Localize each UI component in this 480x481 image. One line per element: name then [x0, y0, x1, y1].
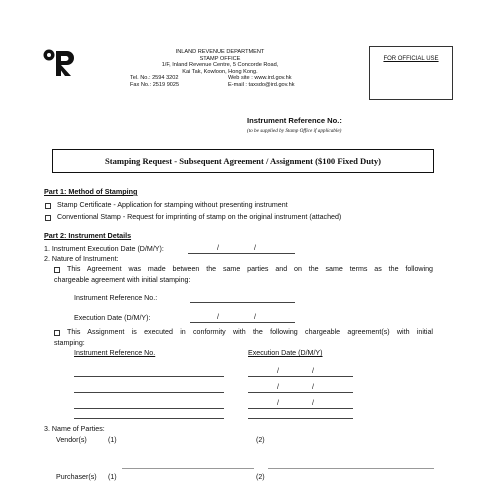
- date-separator: /: [217, 245, 219, 252]
- agreement-date-row-2[interactable]: [248, 392, 353, 393]
- agreement-ref-row-4[interactable]: [74, 418, 224, 419]
- department-name: INLAND REVENUE DEPARTMENT: [175, 49, 265, 55]
- agreement-date-row-1[interactable]: [248, 376, 353, 377]
- execution-date-label: 1. Instrument Execution Date (D/M/Y):: [44, 245, 164, 253]
- fax-number: Fax No.: 2519 9025: [130, 81, 180, 88]
- date-separator: /: [277, 384, 279, 391]
- date-separator: /: [277, 400, 279, 407]
- ref-column-header: Instrument Reference No.: [74, 349, 156, 357]
- part2-heading: Part 2: Instrument Details: [44, 231, 132, 240]
- same-terms-agreement-text: [67, 265, 433, 275]
- address-line-2: Kai Tak, Kowloon, Hong Kong.: [182, 68, 258, 75]
- agreement-ref-row-1[interactable]: [74, 376, 224, 377]
- form-title: Stamping Request - Subsequent Agreement / Assignment ($100 Fixed Duty): [104, 156, 382, 166]
- vendor-1-field[interactable]: [122, 468, 254, 469]
- vendor-2-number: (2): [256, 436, 265, 444]
- agreement-text-line-2: chargeable agreement with initial stamping:: [54, 276, 191, 284]
- agreement-ref-row-2[interactable]: [74, 392, 224, 393]
- website: Web site : www.ird.gov.hk: [228, 75, 292, 82]
- date-separator: /: [254, 245, 256, 252]
- contact-row-2: [130, 82, 310, 89]
- instrument-ref-note: (to be supplied by Stamp Office if applicable): [247, 128, 342, 134]
- assignment-text-line-2: stamping:: [54, 339, 85, 347]
- conformity-assignment-text: [67, 328, 433, 338]
- assignment-text-line-1: This Assignment is executed in conformity with the following chargeable agreement(s) with initial: [67, 328, 433, 336]
- agreement-date-row-4[interactable]: [248, 418, 353, 419]
- date-separator: /: [312, 384, 314, 391]
- date-separator: /: [277, 368, 279, 375]
- official-use-box: [369, 46, 453, 100]
- nature-of-instrument-label: 2. Nature of Instrument:: [44, 255, 119, 263]
- conventional-stamp-label: Conventional Stamp - Request for imprinting of stamp on the original instrument (attached): [57, 213, 342, 221]
- agreement-ref-row-3[interactable]: [74, 408, 224, 409]
- agreement-text-line-1: This Agreement was made between the same parties and on the same terms as the following: [67, 265, 433, 273]
- conformity-assignment-checkbox[interactable]: [54, 330, 60, 336]
- part1-heading: Part 1: Method of Stamping: [44, 187, 138, 196]
- address-line-1: 1/F, Inland Revenue Centre, 5 Concorde Road,: [161, 62, 279, 69]
- office-name: STAMP OFFICE: [199, 55, 241, 62]
- stamp-certificate-checkbox[interactable]: [45, 203, 51, 209]
- ird-logo-icon: [43, 48, 77, 78]
- date-separator: /: [254, 314, 256, 321]
- execution-date-field[interactable]: [188, 253, 295, 254]
- purchaser-1-number: (1): [108, 473, 117, 481]
- contact-row-1: [130, 75, 310, 82]
- name-of-parties-label: 3. Name of Parties:: [44, 425, 105, 433]
- purchaser-2-number: (2): [256, 473, 265, 481]
- exec-date-column-header: Execution Date (D/M/Y): [248, 349, 323, 357]
- instrument-ref-label: Instrument Reference No.:: [247, 116, 342, 125]
- date-separator: /: [312, 400, 314, 407]
- vendor-1-number: (1): [108, 436, 117, 444]
- agreement-exec-date-field[interactable]: [190, 322, 295, 323]
- agreement-ref-label: Instrument Reference No.:: [74, 294, 158, 302]
- conventional-stamp-checkbox[interactable]: [45, 215, 51, 221]
- stamp-certificate-label: Stamp Certificate - Application for stamping without presenting instrument: [57, 201, 288, 209]
- agreement-exec-date-label: Execution Date (D/M/Y):: [74, 314, 151, 322]
- office-address-block: [130, 49, 310, 89]
- agreement-date-row-3[interactable]: [248, 408, 353, 409]
- date-separator: /: [217, 314, 219, 321]
- form-title-box: [52, 149, 434, 173]
- vendor-2-field[interactable]: [268, 468, 434, 469]
- agreement-ref-field[interactable]: [190, 302, 295, 303]
- same-terms-agreement-checkbox[interactable]: [54, 267, 60, 273]
- tel-number: Tel. No.: 2594 3202: [130, 75, 179, 82]
- vendor-label: Vendor(s): [56, 436, 87, 444]
- email: E-mail : taxsdo@ird.gov.hk: [228, 81, 295, 88]
- purchaser-label: Purchaser(s): [56, 473, 97, 481]
- date-separator: /: [312, 368, 314, 375]
- official-use-label: FOR OFFICIAL USE: [383, 56, 439, 62]
